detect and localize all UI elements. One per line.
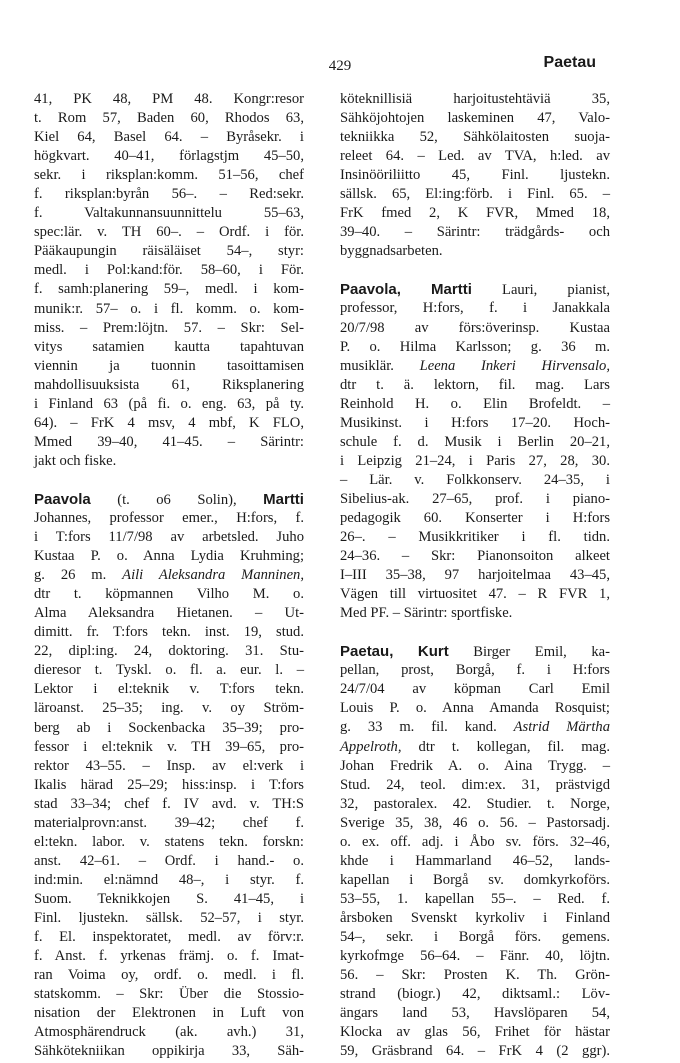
text-line: f. Valtakunnansuunnittelu 55–63, [34, 205, 304, 222]
entry-given-name: Martti [431, 281, 472, 299]
text-line: ängars land 53, Havslöparen 54, [340, 1005, 610, 1022]
text-line: t. Rom 57, Baden 60, Rhodos 63, [34, 110, 304, 127]
text-line: Sibelius-ak. 27–65, prof. i piano- [340, 490, 610, 507]
text-line: Alma Aleksandra Hietanen. – Ut- [34, 605, 304, 622]
entry-continued-text [340, 90, 610, 261]
running-head: Paetau [543, 54, 596, 71]
text-line: 39–40. – Särintr: trädgårds- och [340, 224, 610, 241]
right-column [340, 90, 610, 1061]
entry-given-name: Martti [263, 490, 304, 508]
text-line: munik:r. 57– o. i fl. komm. o. kom- [34, 300, 304, 317]
text-line: Mmed 39–40, 41–45. – Särintr: [34, 433, 304, 450]
text-line: Sverige 35, 38, 46 o. 56. – Pastorsadj. [340, 814, 610, 831]
spouse-name: Leena Inkeri Hirvensalo, [419, 357, 610, 374]
spouse-prefix: g. 26 m. [34, 567, 107, 584]
text-line: khde i Hammarland 46–52, lands- [340, 852, 610, 869]
entry-heading-rest: Birger Emil, ka- [473, 644, 610, 661]
text-line: årsboken Svenskt kyrkoliv i Finland [340, 909, 610, 926]
spouse-line [340, 718, 610, 737]
text-line: Musikinst. i H:fors 17–20. Hoch- [340, 414, 610, 431]
text-line: o. ex. off. adj. i Åbo sv. förs. 32–46, [340, 833, 610, 850]
text-line: 24–36. – Skr: Pianonsoiton alkeet [340, 548, 610, 565]
text-line: pellan, prost, Borgå, f. i H:fors [340, 662, 610, 679]
text-line: dieresor t. Tyskl. o. fl. a. eur. l. – [34, 662, 304, 679]
text-line: i Finland 63 (på fi. o. eng. 63, på ty. [34, 395, 304, 412]
text-line: 64). – FrK 4 msv, 4 mbf, K FLO, [34, 414, 304, 431]
text-line: 22, dipl:ing. 24, doktoring. 31. Stu- [34, 643, 304, 660]
text-line: f. samh:planering 59–, medl. i kom- [34, 281, 304, 298]
left-column [34, 90, 304, 1061]
text-line: 20/7/98 av förs:överinsp. Kustaa [340, 319, 610, 336]
text-line: f. El. inspektoratet, medl. av förv:r. [34, 929, 304, 946]
text-line: dtr t. köpmannen Vilho M. o. [34, 586, 304, 603]
text-line: f. Anst. f. yrkenas främj. o. f. Imat- [34, 948, 304, 965]
entry-paetau-kurt [340, 642, 610, 1061]
text-line: ran Voima oy, ordf. o. medl. i fl. [34, 967, 304, 984]
entry-birth-name: (t. o6 Solin), [117, 491, 237, 508]
spouse-prefix: g. 33 m. fil. kand. [340, 719, 497, 736]
text-line: Klocka av glas 56, Frihet för hästar [340, 1024, 610, 1041]
text-line: 53–55, 1. kapellan 55–. – Red. f. [340, 890, 610, 907]
text-line: viennin ja tuonnin tasoittamisen [34, 357, 304, 374]
text-line: Kiel 64, Basel 64. – Byråsekr. i [34, 129, 304, 146]
text-line: fessor i el:teknik v. TH 39–65, pro- [34, 738, 304, 755]
text-line: Lektor i el:teknik v. T:fors tekn. [34, 681, 304, 698]
text-line: 56. – Skr: Prosten K. Th. Grön- [340, 967, 610, 984]
text-line: Sähkötekniikan oppikirja 33, Säh- [34, 1043, 304, 1060]
text-line: anst. 42–61. – Ordf. i hand.- o. [34, 852, 304, 869]
spouse-name-2: Appelroth, [340, 738, 402, 755]
text-line: Kustaa P. o. Anna Lydia Kruhming; [34, 548, 304, 565]
entry-heading-rest: Lauri, pianist, [502, 282, 610, 299]
text-line: Johan Fredrik A. o. Aina Trygg. – [340, 757, 610, 774]
text-line: el:tekn. labor. v. statens tekn. forskn: [34, 833, 304, 850]
spouse-line-rest: dtr t. kollegan, fil. mag. [418, 738, 610, 755]
text-line: strand (biogr.) 42, diktsaml.: Löv- [340, 986, 610, 1003]
text-line: 54–, sekr. i Borgå förs. gemens. [340, 928, 610, 945]
text-line: i T:fors 11/7/98 av arbetsled. Juho [34, 529, 304, 546]
text-line: I–III 35–38, 97 harjoitelmaa 43–45, [340, 567, 610, 584]
text-line: kapellan i Borgå sv. domkyrkoförs. [340, 871, 610, 888]
entry-heading-line [340, 280, 610, 299]
entry-paavola-martti-lauri [340, 280, 610, 623]
text-line: medl. i Pol:kand:för. 58–60, i För. [34, 262, 304, 279]
text-line: rektor 43–55. – Insp. av el:verk i [34, 757, 304, 774]
text-line: professor, H:fors, f. i Janakkala [340, 300, 610, 317]
text-line: Vägen till virtuositet 47. – R FVR 1, [340, 586, 610, 603]
spouse-line-2 [340, 738, 610, 757]
text-line: Johannes, professor emer., H:fors, f. [34, 509, 304, 526]
text-line: Suom. Teknikkojen S. 41–45, i [34, 890, 304, 907]
text-line: 24/7/04 av köpman Carl Emil [340, 681, 610, 698]
text-line: sekr. i riksplan:komm. 51–56, chef [34, 167, 304, 184]
text-line: Pääkaupungin räisäläiset 54–, styr: [34, 243, 304, 260]
text-line: tekniikka 52, Sähkölaitosten suoja- [340, 129, 610, 146]
text-line: Sähköjohtojen laskeminen 47, Valo- [340, 110, 610, 127]
text-line: berg ab i Sockenbacka 35–39; pro- [34, 719, 304, 736]
text-line: – Lär. v. Folkkonserv. 24–35, i [340, 471, 610, 488]
text-line: miss. – Prem:löjtn. 57. – Skr: Sel- [34, 319, 304, 336]
text-line: Louis P. o. Anna Amanda Rosquist; [340, 700, 610, 717]
text-line: Atmosphärendruck (ak. avh.) 31, [34, 1024, 304, 1041]
spouse-line [34, 566, 304, 585]
spouse-name: Astrid Märtha [513, 719, 610, 736]
text-line: statskomm. – Skr: Über die Stossio- [34, 986, 304, 1003]
entry-given-name: Kurt [417, 643, 449, 661]
entry-heading-line [34, 490, 304, 509]
text-line: 26–. – Musikkritiker i fl. tidn. [340, 529, 610, 546]
entry-surname: Paavola, [340, 281, 401, 299]
text-line: releet 64. – Led. av TVA, h:led. av [340, 148, 610, 165]
text-line: högkvart. 40–41, förlagstjm 45–50, [34, 148, 304, 165]
text-line: Ikalis härad 25–29; hiss:insp. i T:fors [34, 776, 304, 793]
text-line: kyrkofmge 56–64. – Fänr. 40, löjtn. [340, 948, 610, 965]
page-number: 429 [328, 58, 352, 74]
text-line: nisation der Elektronen in Luft von [34, 1005, 304, 1022]
text-line: Stud. 24, teol. dim:ex. 31, prästvigd [340, 776, 610, 793]
text-line: Reinhold H. o. Elin Brofeldt. – [340, 395, 610, 412]
text-line: Med PF. – Särintr: sportfiske. [340, 605, 513, 622]
text-line: köteknillisiä harjoitustehtäviä 35, [340, 91, 610, 107]
text-line: ind:min. el:nämnd 48–, i styr. f. [34, 871, 304, 888]
text-line: stad 33–34; chef f. IV avd. v. TH:S [34, 795, 304, 812]
text-line: jakt och fiske. [34, 452, 117, 469]
text-line: vitys satamien kautta tapahtuvan [34, 338, 304, 355]
text-line: 32, pastoralex. 42. Studier. t. Norge, [340, 795, 610, 812]
text-line: FrK fmed 2, K FVR, Mmed 18, [340, 205, 610, 222]
text-line: materialprovn:anst. 39–42; chef f. [34, 814, 304, 831]
text-line: läroanst. 25–35; ing. v. oy Ström- [34, 700, 304, 717]
spouse-prefix: musiklär. [340, 357, 394, 374]
text-line: P. o. Hilma Karlsson; g. 36 m. [340, 338, 610, 355]
text-line: 59, Gräsbrand 64. – FrK 4 (2 ggr). [340, 1043, 610, 1060]
entry-surname: Paavola [34, 490, 91, 508]
text-line: sällsk. 65, El:ing:förb. i Finl. 65. – [340, 186, 610, 203]
text-line: f. riksplan:byrån 56–. – Red:sekr. [34, 186, 304, 203]
text-line: byggnadsarbeten. [340, 243, 443, 260]
spouse-line [340, 357, 610, 376]
text-line: Insinööriliitto 45, Finl. ljustekn. [340, 167, 610, 184]
text-line: mahdollisuuksista 61, Riksplanering [34, 376, 304, 393]
entry-paavola-martti-johannes [34, 490, 304, 1061]
text-line: spec:lär. v. TH 60–. – Ordf. i för. [34, 224, 304, 241]
text-line: 41, PK 48, PM 48. Kongr:resor [34, 91, 304, 107]
entry-surname: Paetau, [340, 643, 394, 661]
text-line: dimitt. fr. T:fors tekn. inst. 19, stud. [34, 624, 304, 641]
text-line: schule f. d. Musik i Berlin 20–21, [340, 433, 610, 450]
text-line: dtr t. ä. lektorn, fil. mag. Lars [340, 376, 610, 393]
entry-heading-line [340, 642, 610, 661]
text-line: pedagogik 60. Konserter i H:fors [340, 509, 610, 526]
spouse-name: Aili Aleksandra Manninen, [122, 567, 304, 584]
entry-continued-text [34, 90, 304, 471]
text-line: i Leipzig 21–24, i Paris 27, 28, 30. [340, 452, 610, 469]
text-line: Finl. ljustekn. sällsk. 52–57, i styr. [34, 909, 304, 926]
